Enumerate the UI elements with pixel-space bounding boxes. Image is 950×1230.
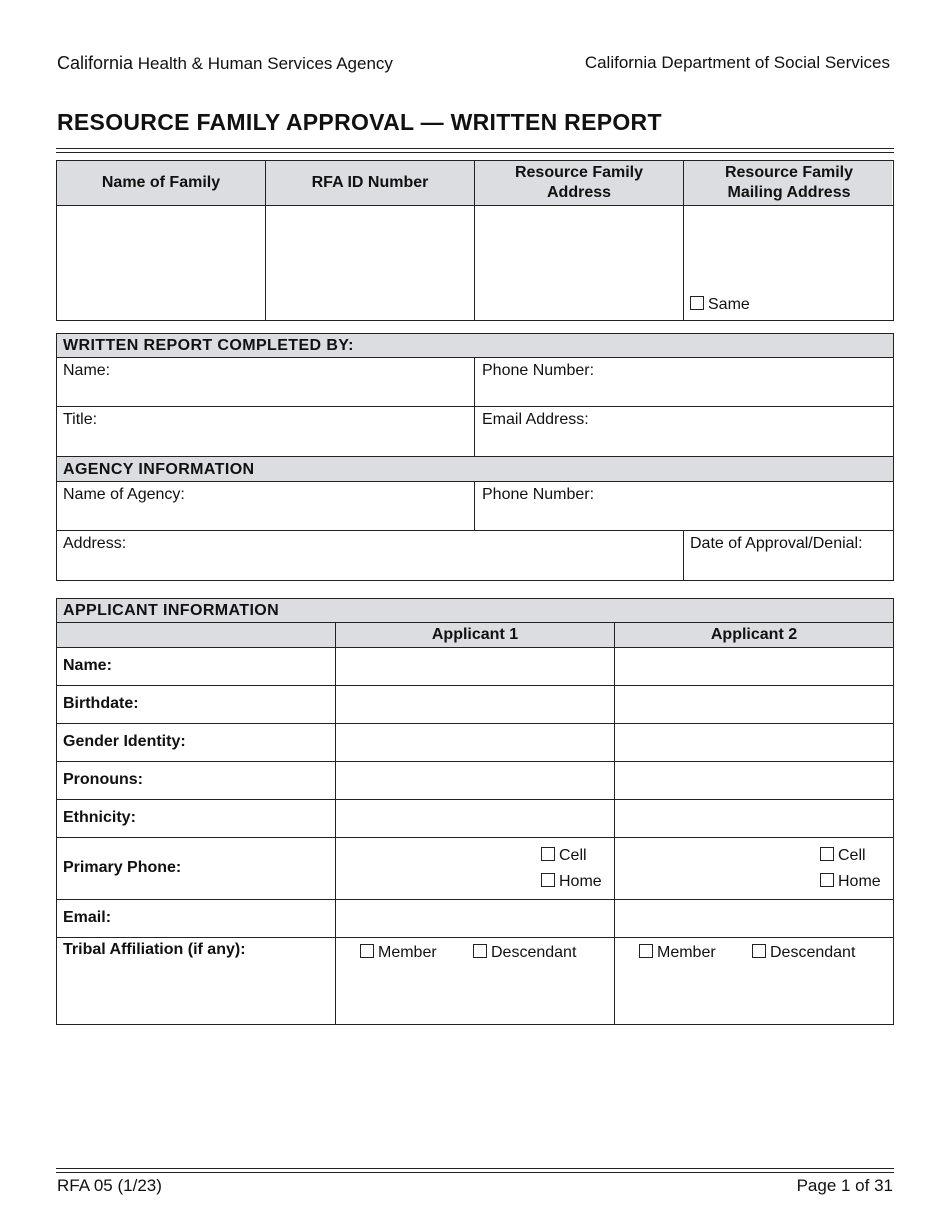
col-mailing-address: Resource Family Mailing Address	[724, 164, 854, 201]
row-label-pronouns: Pronouns:	[63, 771, 143, 788]
completed-by-name-label: Name:	[63, 362, 111, 379]
form-id: RFA 05 (1/23)	[57, 1176, 162, 1195]
divider	[474, 357, 475, 457]
row-label-ethnicity: Ethnicity:	[63, 809, 136, 826]
checkbox-icon	[752, 944, 766, 958]
agency-address-input[interactable]	[135, 533, 680, 578]
divider	[56, 723, 894, 724]
applicant-1-email-input[interactable]	[337, 901, 613, 936]
applicant-2-gender-input[interactable]	[616, 725, 892, 760]
agency-name-label: Name of Agency:	[63, 486, 185, 503]
page-title: RESOURCE FAMILY APPROVAL — WRITTEN REPORT	[57, 109, 662, 135]
divider	[56, 530, 894, 531]
page-number: Page 1 of 31	[796, 1176, 893, 1195]
row-label-email: Email:	[63, 909, 112, 926]
divider	[335, 622, 336, 1025]
title-divider	[56, 148, 894, 153]
agency-address-label: Address:	[63, 535, 127, 552]
member-label: Member	[657, 944, 716, 961]
applicant-1-pronouns-input[interactable]	[337, 763, 613, 798]
divider	[474, 481, 475, 531]
header-brand: California	[57, 53, 134, 73]
cell-label: Cell	[559, 847, 587, 864]
checkbox-icon	[473, 944, 487, 958]
applicant-2-descendant-checkbox[interactable]	[752, 944, 855, 962]
header-agency-name: Health & Human Services Agency	[137, 54, 393, 73]
divider	[56, 899, 894, 900]
divider	[683, 160, 684, 321]
name-of-family-field[interactable]	[57, 207, 264, 319]
divider	[56, 357, 894, 358]
checkbox-icon	[541, 847, 555, 861]
rfa-id-field[interactable]	[266, 207, 473, 319]
mailing-address-field[interactable]	[685, 207, 892, 287]
divider	[56, 837, 894, 838]
applicant-heading: APPLICANT INFORMATION	[63, 602, 280, 619]
descendant-label: Descendant	[770, 944, 856, 961]
applicant-1-cell-checkbox[interactable]	[541, 847, 587, 865]
same-label: Same	[708, 296, 750, 313]
cell-label: Cell	[838, 847, 866, 864]
divider	[56, 799, 894, 800]
checkbox-icon	[820, 873, 834, 887]
applicant-1-home-checkbox[interactable]	[541, 873, 602, 891]
checkbox-icon	[360, 944, 374, 958]
applicant-1-gender-input[interactable]	[337, 725, 613, 760]
completed-by-email-label: Email Address:	[482, 411, 589, 428]
checkbox-icon	[541, 873, 555, 887]
applicant-2-name-input[interactable]	[616, 649, 892, 684]
divider	[56, 205, 894, 206]
applicant-1-birthdate-input[interactable]	[337, 687, 613, 722]
descendant-label: Descendant	[491, 944, 577, 961]
checkbox-icon	[690, 296, 704, 310]
row-label-gender: Gender Identity:	[63, 733, 186, 750]
divider	[56, 685, 894, 686]
applicant-1-ethnicity-input[interactable]	[337, 801, 613, 836]
agency-heading: AGENCY INFORMATION	[63, 461, 255, 478]
divider	[56, 761, 894, 762]
applicant-2-phone-input[interactable]	[616, 839, 811, 897]
applicant-2-home-checkbox[interactable]	[820, 873, 881, 891]
col-rfa-id: RFA ID Number	[311, 174, 429, 191]
home-label: Home	[559, 873, 602, 890]
checkbox-icon	[820, 847, 834, 861]
member-label: Member	[378, 944, 437, 961]
divider	[56, 406, 894, 407]
family-address-field[interactable]	[475, 207, 682, 319]
applicant-2-email-input[interactable]	[616, 901, 892, 936]
footer-divider	[56, 1168, 894, 1173]
divider	[56, 937, 894, 938]
checkbox-icon	[639, 944, 653, 958]
applicant-1-phone-input[interactable]	[337, 839, 532, 897]
applicant-1-descendant-checkbox[interactable]	[473, 944, 576, 962]
completed-by-email-input[interactable]	[600, 409, 890, 453]
completed-by-phone-input[interactable]	[605, 360, 890, 404]
applicant-2-ethnicity-input[interactable]	[616, 801, 892, 836]
completed-by-title-label: Title:	[63, 411, 98, 428]
applicant-2-header: Applicant 2	[710, 626, 798, 643]
applicant-2-birthdate-input[interactable]	[616, 687, 892, 722]
applicant-2-member-checkbox[interactable]	[639, 944, 716, 962]
completed-by-title-input[interactable]	[105, 409, 470, 453]
divider	[56, 481, 894, 482]
header-agency	[57, 53, 393, 74]
row-label-tribal: Tribal Affiliation (if any):	[63, 941, 246, 958]
home-label: Home	[838, 873, 881, 890]
completed-by-phone-label: Phone Number:	[482, 362, 595, 379]
row-label-birthdate: Birthdate:	[63, 695, 139, 712]
agency-name-input[interactable]	[200, 484, 470, 528]
same-checkbox[interactable]	[690, 296, 750, 314]
divider	[683, 530, 684, 581]
col-name-of-family: Name of Family	[101, 174, 221, 191]
header-department: California Department of Social Services	[584, 53, 890, 72]
applicant-2-pronouns-input[interactable]	[616, 763, 892, 798]
applicant-1-name-input[interactable]	[337, 649, 613, 684]
divider	[614, 622, 615, 1025]
applicant-1-header: Applicant 1	[431, 626, 519, 643]
completed-by-heading: WRITTEN REPORT COMPLETED BY:	[63, 337, 354, 354]
applicant-1-member-checkbox[interactable]	[360, 944, 437, 962]
approval-date-label: Date of Approval/Denial:	[690, 535, 863, 552]
agency-phone-label: Phone Number:	[482, 486, 595, 503]
col-family-address: Resource Family Address	[514, 164, 644, 201]
completed-by-name-input[interactable]	[110, 360, 470, 404]
applicant-2-cell-checkbox[interactable]	[820, 847, 866, 865]
divider	[56, 647, 894, 648]
approval-date-input[interactable]	[686, 556, 891, 578]
row-label-name: Name:	[63, 657, 112, 674]
agency-phone-input[interactable]	[605, 484, 890, 528]
row-label-phone: Primary Phone:	[63, 859, 182, 876]
